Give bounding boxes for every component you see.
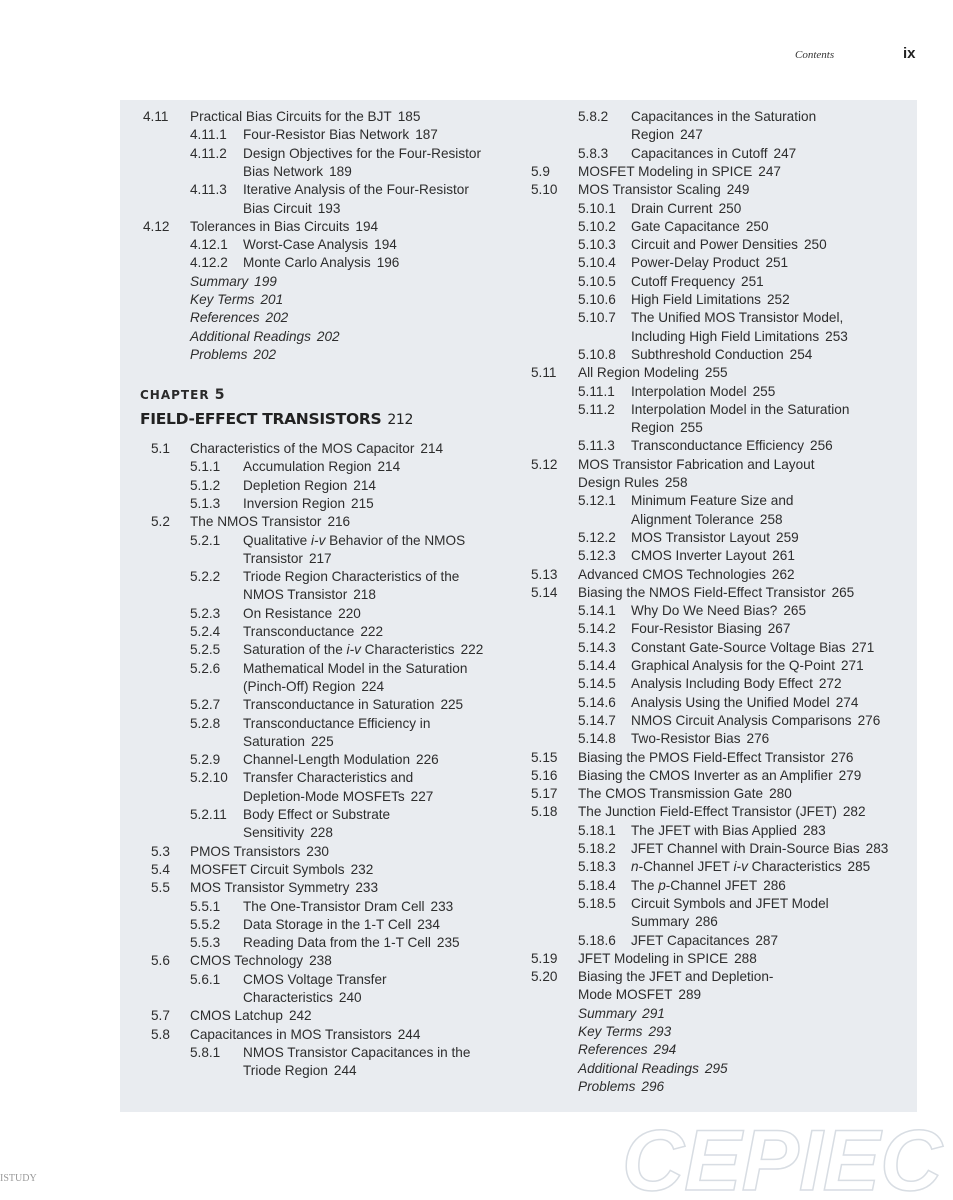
toc-entry-number: 5.14.6	[578, 694, 616, 710]
toc-entry-title: Subthreshold Conduction 254	[631, 346, 813, 362]
toc-entry-number: 5.14.8	[578, 731, 616, 747]
toc-entry-number: 4.12.1	[190, 237, 228, 253]
toc-entry-title: NMOS Transistor Capacitances in the	[243, 1044, 471, 1060]
toc-entry-title: Characteristics 240	[243, 990, 362, 1005]
toc-entry-title: Capacitances in the Saturation	[631, 109, 817, 124]
toc-entry-title: References 202	[190, 310, 289, 326]
toc-entry-number: 5.7	[151, 1008, 170, 1024]
toc-entry-page: 228	[310, 825, 333, 841]
toc-entry-number: 5.12.2	[578, 529, 616, 545]
toc-entry-page: 196	[376, 255, 400, 271]
toc-entry-page: 262	[771, 566, 795, 582]
toc-entry-page: 285	[847, 859, 871, 875]
toc-entry-page: 293	[648, 1024, 672, 1039]
toc-entry-title: Transfer Characteristics and	[243, 770, 414, 786]
toc-entry-title: Minimum Feature Size and	[631, 493, 794, 509]
toc-entry-page: 194	[355, 218, 379, 234]
toc-entry-page: 271	[851, 639, 875, 655]
toc-entry-title: The Junction Field-Effect Transistor (JFET) 282	[578, 804, 866, 820]
toc-entry-page: 250	[745, 218, 769, 234]
toc-entry-title: NMOS Transistor 218	[243, 587, 376, 603]
toc-entry-number: 5.18.6	[578, 932, 616, 948]
toc-entry-number: 5.14.4	[578, 658, 616, 673]
toc-entry-page: 251	[741, 273, 764, 289]
watermark-logo	[622, 1118, 953, 1200]
toc-entry-title: MOS Transistor Fabrication and Layout	[578, 456, 815, 472]
toc-entry-number: 5.1.2	[190, 477, 221, 493]
toc-entry-number: 5.8.1	[190, 1044, 221, 1060]
toc-entry-page: 202	[316, 328, 340, 344]
toc-entry-title: CMOS Voltage Transfer	[243, 971, 387, 987]
toc-entry-number: 5.11.1	[578, 383, 615, 399]
toc-entry-page: 265	[783, 603, 807, 619]
toc-entry-number: 5.9	[531, 163, 550, 179]
toc-entry-number: 5.5	[151, 880, 170, 896]
toc-panel	[120, 100, 917, 1112]
toc-entry-title: Tolerances in Bias Circuits 194	[190, 218, 379, 234]
toc-entry-title: Qualitative i-v Behavior of the NMOS	[243, 532, 466, 548]
toc-entry-number: 5.10.3	[578, 237, 616, 253]
toc-entry-title: Key Terms 293	[578, 1024, 672, 1039]
toc-entry-title: Saturation 225	[243, 733, 334, 749]
toc-entry-page: 279	[838, 767, 862, 783]
toc-entry-title: Transconductance Efficiency in	[243, 715, 431, 731]
toc-entry-title: Mathematical Model in the Saturation	[243, 660, 468, 676]
toc-entry-number: 5.18.3	[578, 859, 616, 875]
toc-entry-title: Depletion-Mode MOSFETs 227	[243, 788, 434, 804]
toc-entry-page: 267	[767, 621, 791, 637]
toc-entry-title: (Pinch-Off) Region 224	[243, 678, 385, 694]
toc-entry-title: Constant Gate-Source Voltage Bias 271	[631, 639, 875, 655]
toc-entry-title: Analysis Using the Unified Model 274	[631, 694, 859, 710]
toc-entry-title: Inversion Region 215	[243, 495, 374, 511]
toc-entry-page: 227	[410, 788, 434, 804]
running-header-title: Contents	[795, 49, 835, 61]
toc-entry-page: 250	[803, 237, 827, 253]
toc-entry-number: 5.13	[531, 566, 558, 582]
toc-entry-title: The JFET with Bias Applied 283	[631, 822, 826, 838]
toc-entry-title: Analysis Including Body Effect 272	[631, 676, 842, 692]
toc-entry-number: 5.14.3	[578, 639, 616, 655]
toc-entry-page: 255	[680, 420, 703, 436]
toc-entry-number: 4.11.3	[190, 182, 227, 198]
toc-entry-title: Interpolation Model 255	[631, 383, 776, 399]
toc-entry-title: CMOS Technology 238	[190, 953, 332, 969]
toc-entry-page: 291	[642, 1005, 665, 1021]
toc-entry-number: 5.20	[531, 969, 558, 985]
toc-entry-number: 5.14	[531, 584, 558, 600]
toc-entry-page: 235	[436, 935, 460, 951]
toc-entry-title: Triode Region Characteristics of the	[243, 569, 460, 585]
toc-entry-title: Circuit and Power Densities 250	[631, 237, 827, 253]
footer-mark: ISTUDY	[0, 1173, 37, 1184]
toc-entry-page: 189	[329, 163, 352, 179]
toc-entry-title: Biasing the JFET and Depletion-	[578, 969, 774, 985]
toc-entry-page: 187	[415, 127, 438, 143]
toc-entry-page: 242	[288, 1008, 312, 1024]
toc-entry-title: Summary 291	[578, 1005, 665, 1021]
toc-entry-number: 5.18.2	[578, 841, 616, 856]
toc-entry-number: 5.6.1	[190, 971, 221, 987]
toc-entry-title: Power-Delay Product 251	[631, 255, 789, 271]
toc-entry-title: JFET Modeling in SPICE 288	[578, 950, 757, 966]
toc-entry-number: 4.11	[143, 109, 169, 124]
toc-entry-page: 214	[353, 477, 376, 493]
toc-entry-title: Alignment Tolerance 258	[631, 511, 783, 527]
chapter-title	[140, 410, 413, 428]
toc-entry-page: 218	[353, 587, 376, 603]
toc-entry-number: 5.14.2	[578, 621, 616, 637]
toc-entry-number: 5.14.1	[578, 603, 616, 619]
toc-entry-title: Accumulation Region 214	[243, 459, 401, 475]
toc-entry-title: Iterative Analysis of the Four-Resistor	[243, 182, 469, 198]
toc-entry-page: 276	[830, 749, 854, 765]
toc-entry-number: 5.1.3	[190, 495, 221, 511]
toc-entry-title: Problems 296	[578, 1078, 665, 1094]
toc-entry-title: Bias Circuit 193	[243, 200, 341, 216]
toc-entry-number: 4.11.2	[190, 145, 227, 161]
toc-entry-number: 5.12	[531, 456, 558, 472]
toc-entry-page: 222	[460, 642, 484, 658]
toc-entry-page: 225	[310, 733, 334, 749]
toc-entry-title: Circuit Symbols and JFET Model	[631, 895, 829, 911]
toc-entry-title: References 294	[578, 1042, 677, 1058]
toc-entry-page: 226	[416, 752, 439, 768]
toc-entry-page: 247	[773, 145, 797, 161]
toc-entry-page: 222	[360, 624, 384, 639]
toc-entry-page: 276	[746, 731, 770, 747]
toc-entry-page: 202	[265, 310, 289, 326]
toc-entry-page: 255	[752, 383, 776, 399]
toc-entry-title: n-Channel JFET i-v Characteristics 285	[631, 859, 871, 875]
toc-entry-number: 5.17	[531, 786, 558, 802]
toc-entry-page: 201	[260, 292, 284, 307]
toc-entry-title: Additional Readings202	[190, 328, 340, 344]
toc-entry-page: 214	[420, 441, 444, 456]
toc-entry-number: 5.11	[531, 365, 557, 381]
toc-entry-page: 244	[333, 1063, 357, 1079]
toc-entry-number: 5.12.1	[578, 493, 616, 509]
toc-entry-page: 274	[835, 694, 859, 710]
toc-entry-title: Key Terms 201	[190, 292, 284, 307]
toc-entry-number: 5.10.2	[578, 218, 616, 234]
toc-entry-number: 5.2.5	[190, 642, 221, 658]
toc-entry-number: 5.12.3	[578, 548, 616, 564]
toc-entry-page: 253	[825, 328, 848, 344]
toc-entry-title: Biasing the CMOS Inverter as an Amplifier 279	[578, 767, 862, 783]
toc-entry-page: 193	[317, 200, 341, 216]
toc-entry-title: Body Effect or Substrate	[243, 807, 391, 822]
toc-entry-number: 5.10.6	[578, 292, 616, 307]
toc-entry-number: 5.10	[531, 182, 558, 198]
toc-entry-page: 199	[254, 273, 277, 289]
toc-entry-title: Graphical Analysis for the Q-Point 271	[631, 658, 864, 673]
toc-entry-title: Channel-Length Modulation 226	[243, 752, 439, 768]
toc-entry-page: 272	[818, 676, 842, 692]
toc-entry-number: 5.1	[151, 441, 170, 456]
toc-entry-page: 289	[678, 987, 702, 1003]
toc-entry-number: 5.2.8	[190, 715, 221, 731]
toc-entry-number: 5.2.6	[190, 660, 221, 676]
toc-entry-page: 256	[810, 438, 833, 454]
toc-entry-title: CMOS Inverter Layout 261	[631, 548, 795, 564]
toc-entry-page: 230	[306, 843, 329, 859]
toc-entry-number: 5.2	[151, 514, 170, 530]
toc-entry-page: 217	[308, 550, 332, 566]
toc-entry-page: 216	[327, 514, 351, 530]
toc-entry-page: 234	[417, 916, 440, 932]
toc-entry-title: Design Rules 258	[578, 475, 688, 490]
toc-entry-page: 296	[641, 1078, 665, 1094]
toc-entry-title: MOSFET Modeling in SPICE 247	[578, 163, 781, 179]
toc-entry-number: 5.10.5	[578, 273, 616, 289]
toc-entry-title: Two-Resistor Bias 276	[631, 731, 770, 747]
toc-entry-number: 5.10.7	[578, 310, 616, 326]
toc-entry-title: Additional Readings295	[578, 1060, 728, 1076]
toc-entry-title: On Resistance 220	[243, 605, 361, 621]
toc-entry-page: 286	[695, 914, 718, 930]
toc-entry-title: Gate Capacitance 250	[631, 218, 769, 234]
toc-entry-title: Biasing the PMOS Field-Effect Transistor 276	[578, 749, 854, 765]
toc-entry-title: Summary 286	[631, 914, 718, 930]
toc-entry-page: 233	[430, 898, 454, 914]
toc-entry-number: 5.2.2	[190, 569, 221, 585]
toc-entry-title: The Unified MOS Transistor Model,	[631, 310, 844, 326]
toc-entry-page: 287	[755, 932, 779, 948]
toc-entry-title: Capacitances in MOS Transistors 244	[190, 1026, 421, 1042]
toc-entry-page: 194	[374, 237, 397, 253]
toc-entry-number: 5.1.1	[190, 459, 221, 475]
toc-entry-number: 5.2.4	[190, 624, 221, 639]
toc-entry-title: Four-Resistor Bias Network 187	[243, 127, 438, 143]
toc-entry-title: Capacitances in Cutoff 247	[631, 145, 797, 161]
toc-entry-page: 252	[766, 292, 790, 307]
toc-entry-title: Region 247	[631, 127, 703, 143]
toc-entry-number: 5.18.4	[578, 877, 616, 893]
toc-entry-number: 4.11.1	[190, 127, 227, 143]
toc-entry-number: 5.11.3	[578, 438, 615, 454]
toc-entry-page: 286	[763, 877, 786, 893]
toc-entry-title: Including High Field Limitations 253	[631, 328, 848, 344]
toc-entry-title: Drain Current 250	[631, 200, 742, 216]
toc-entry-page: 261	[772, 548, 795, 564]
toc-entry-number: 4.12.2	[190, 255, 228, 271]
toc-entry-title: Interpolation Model in the Saturation	[631, 401, 850, 417]
toc-entry-number: 5.5.3	[190, 935, 221, 951]
toc-entry-title: Problems 202	[190, 346, 277, 362]
toc-entry-number: 5.10.1	[578, 200, 616, 216]
toc-entry-title: JFET Channel with Drain-Source Bias 283	[631, 841, 889, 856]
toc-entry-title: All Region Modeling 255	[578, 365, 728, 381]
toc-entry-title: MOS Transistor Symmetry 233	[190, 880, 379, 896]
toc-entry-number: 5.2.11	[190, 807, 227, 822]
toc-entry-number: 5.18.5	[578, 895, 616, 911]
toc-entry-title: Monte Carlo Analysis 196	[243, 255, 400, 271]
toc-entry-number: 5.2.1	[190, 532, 221, 548]
toc-entry-title: MOSFET Circuit Symbols 232	[190, 861, 374, 877]
chapter-title-text: FIELD-EFFECT TRANSISTORS	[140, 410, 382, 428]
toc-entry-page: 220	[338, 605, 361, 621]
toc-entry-page: 282	[842, 804, 866, 820]
toc-entry-number: 5.2.9	[190, 752, 221, 768]
toc-entry-title: MOS Transistor Scaling 249	[578, 182, 750, 198]
toc-entry-title: PMOS Transistors 230	[190, 843, 329, 859]
toc-entry-title: Four-Resistor Biasing 267	[631, 621, 791, 637]
toc-entry-page: 232	[350, 861, 374, 877]
toc-entry-page: 250	[718, 200, 742, 216]
toc-entry-page: 258	[759, 511, 783, 527]
toc-entry-number: 5.2.10	[190, 770, 228, 786]
toc-entry-title: Worst-Case Analysis 194	[243, 237, 397, 253]
chapter-page: 212	[387, 412, 414, 428]
toc-entry-page: 224	[361, 678, 385, 694]
toc-entry-title: NMOS Circuit Analysis Comparisons 276	[631, 712, 881, 728]
toc-entry-title: The One-Transistor Dram Cell 233	[243, 898, 454, 914]
toc-entry-title: Practical Bias Circuits for the BJT 185	[190, 109, 421, 124]
toc-entry-page: 251	[765, 255, 789, 271]
toc-entry-title: Triode Region 244	[243, 1063, 357, 1079]
toc-entry-page: 255	[704, 365, 728, 381]
toc-entry-number: 5.14.5	[578, 676, 616, 692]
toc-entry-title: Mode MOSFET 289	[578, 987, 702, 1003]
toc-entry-title: Biasing the NMOS Field-Effect Transistor 265	[578, 584, 855, 600]
toc-entry-title: The CMOS Transmission Gate 280	[578, 786, 792, 802]
toc-entry-title: Characteristics of the MOS Capacitor 214	[190, 441, 444, 456]
page-number: ix	[903, 45, 916, 62]
toc-entry-page: 294	[653, 1042, 677, 1058]
toc-entry-number: 4.12	[143, 218, 170, 234]
chapter-number: 5	[214, 387, 225, 403]
toc-entry-number: 5.16	[531, 767, 558, 783]
toc-entry-title: Region 255	[631, 420, 703, 436]
toc-entry-number: 5.18.1	[578, 822, 616, 838]
toc-entry-title: The NMOS Transistor 216	[190, 514, 351, 530]
toc-entry-number: 5.2.3	[190, 605, 221, 621]
toc-entry-page: 283	[865, 841, 889, 856]
toc-entry-number: 5.2.7	[190, 697, 221, 713]
toc-entry-number: 5.8	[151, 1026, 170, 1042]
toc-entry-title: Advanced CMOS Technologies 262	[578, 566, 795, 582]
toc-entry-page: 283	[802, 822, 826, 838]
toc-entry-page: 247	[758, 163, 781, 179]
toc-entry-page: 233	[355, 880, 379, 896]
toc-entry-title: Design Objectives for the Four-Resistor	[243, 145, 481, 161]
toc-entry-title: CMOS Latchup 242	[190, 1008, 312, 1024]
toc-entry-page: 215	[351, 495, 374, 511]
toc-entry-title: Depletion Region 214	[243, 477, 376, 493]
toc-entry-number: 5.5.2	[190, 916, 221, 932]
toc-entry-number: 5.10.4	[578, 255, 616, 271]
toc-entry-page: 265	[831, 584, 855, 600]
toc-entry-title: Transistor 217	[243, 550, 332, 566]
toc-entry-page: 225	[440, 697, 464, 713]
toc-entry-number: 5.8.2	[578, 109, 609, 124]
toc-entry-number: 5.6	[151, 953, 170, 969]
toc-entry-page: 249	[726, 182, 750, 198]
toc-entry-number: 5.3	[151, 843, 170, 859]
toc-entry-title: Summary 199	[190, 273, 277, 289]
toc-entry-title: JFET Capacitances 287	[631, 932, 779, 948]
toc-entry-title: Transconductance in Saturation 225	[243, 697, 464, 713]
toc-entry-title: Sensitivity 228	[243, 825, 333, 841]
toc-entry-title: Why Do We Need Bias? 265	[631, 603, 807, 619]
toc-entry-page: 185	[397, 109, 421, 124]
toc-entry-number: 5.14.7	[578, 712, 616, 728]
toc-entry-title: Saturation of the i-v Characteristics 222	[243, 642, 484, 658]
toc-entry-page: 258	[664, 475, 688, 490]
toc-entry-title: Transconductance Efficiency 256	[631, 438, 833, 454]
toc-entry-title: Bias Network 189	[243, 163, 352, 179]
toc-entry-number: 5.8.3	[578, 145, 609, 161]
toc-entry-page: 259	[776, 529, 799, 545]
toc-entry-page: 247	[680, 127, 703, 143]
toc-entry-number: 5.11.2	[578, 401, 615, 417]
toc-entry-title: High Field Limitations 252	[631, 292, 790, 307]
toc-entry-page: 202	[253, 346, 277, 362]
toc-entry-title: Reading Data from the 1-T Cell 235	[243, 935, 460, 951]
toc-entry-page: 240	[338, 990, 362, 1005]
watermark-text: CEPIEC	[622, 1118, 943, 1200]
toc-entry-page: 280	[769, 786, 792, 802]
toc-entry-number: 5.15	[531, 749, 558, 765]
toc-entry-title: Cutoff Frequency 251	[631, 273, 764, 289]
chapter-label-text: CHAPTER	[140, 388, 210, 402]
toc-entry-page: 238	[309, 953, 332, 969]
toc-entry-number: 5.10.8	[578, 346, 616, 362]
toc-entry-number: 5.5.1	[190, 898, 221, 914]
toc-entry-title: MOS Transistor Layout 259	[631, 529, 799, 545]
toc-entry-page: 244	[397, 1026, 421, 1042]
toc-entry-number: 5.4	[151, 861, 170, 877]
toc-entry-number: 5.18	[531, 804, 558, 820]
toc-entry-title: The p-Channel JFET 286	[631, 877, 786, 893]
toc-entry-page: 288	[734, 950, 757, 966]
toc-entry-number: 5.19	[531, 950, 558, 966]
toc-entry-page: 276	[857, 712, 881, 728]
toc-entry-page: 271	[841, 658, 864, 673]
chapter-label	[140, 387, 225, 403]
toc-entry-page: 214	[377, 459, 401, 475]
toc-entry-page: 254	[789, 346, 813, 362]
toc-entry-title: Transconductance 222	[243, 624, 384, 639]
toc-entry-title: Data Storage in the 1-T Cell 234	[243, 916, 440, 932]
toc-entry-page: 295	[704, 1060, 728, 1076]
